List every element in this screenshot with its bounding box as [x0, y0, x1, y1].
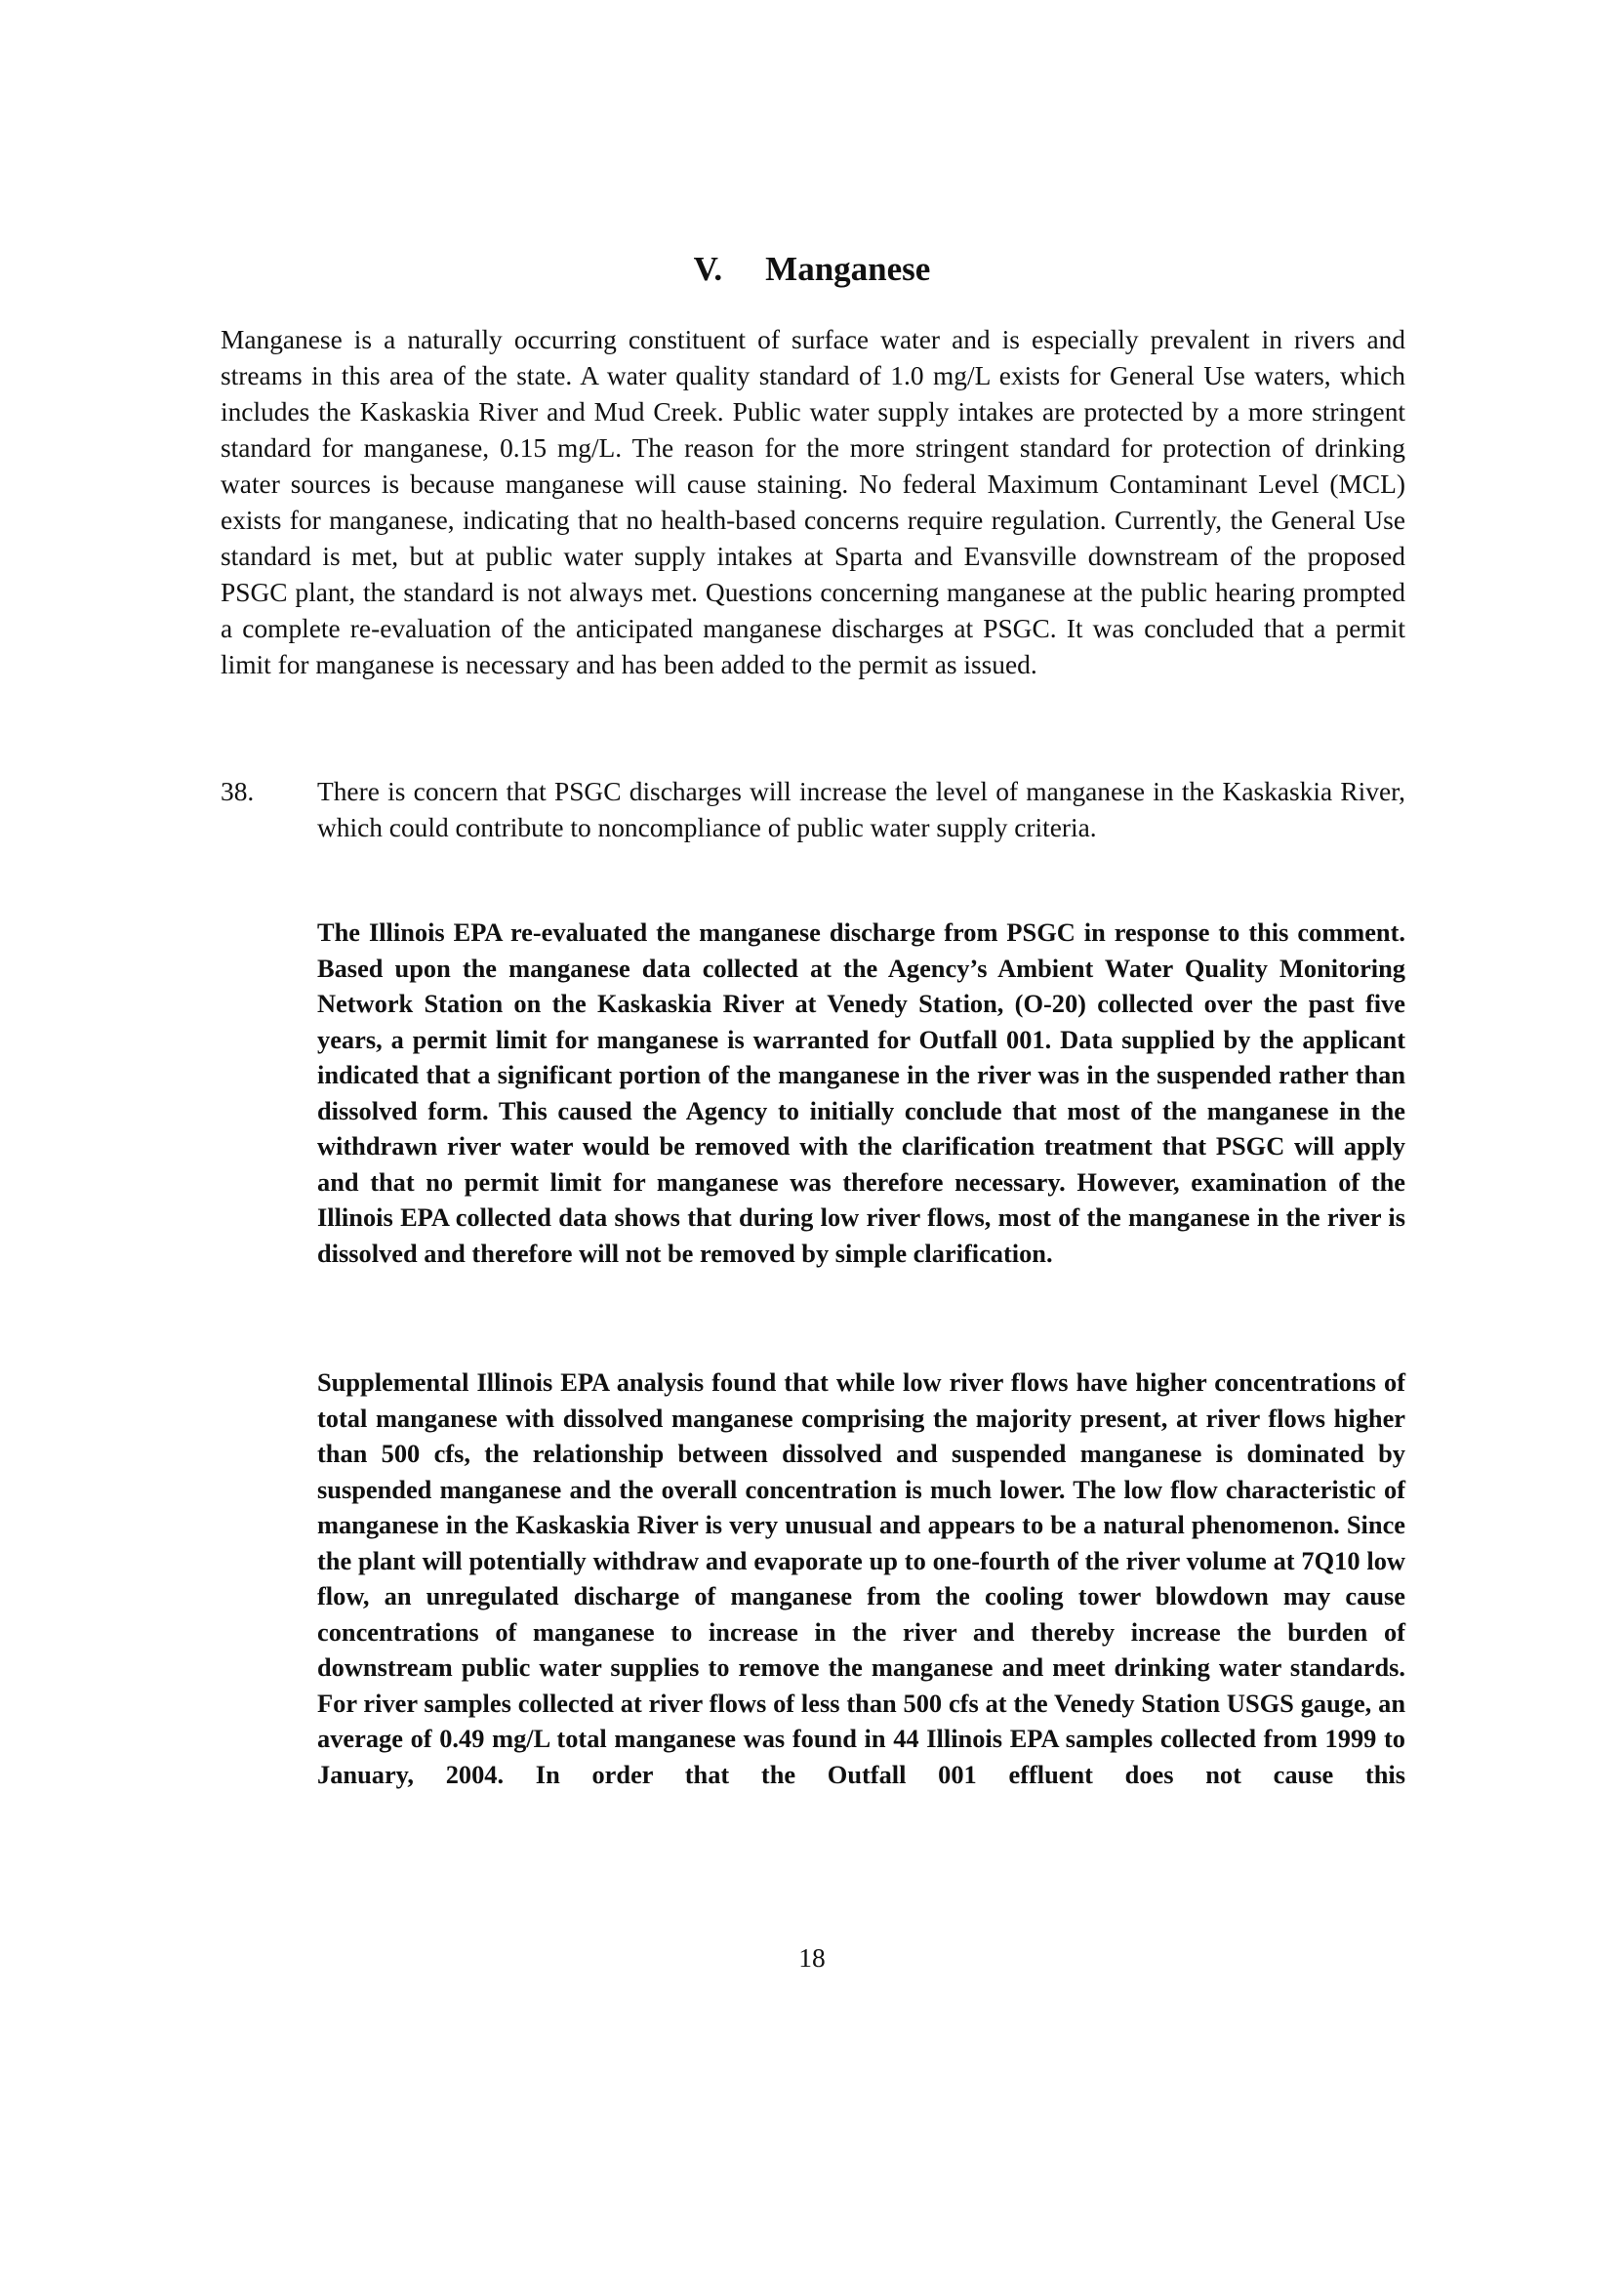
response-paragraph: Supplemental Illinois EPA analysis found that while low river flows have higher concentrations of total manganese with dissolved manganese comprising the majority present, at river flows higher than 500 cfs, the relationship between dissolved and suspended manganese is dominated by suspended manganese and the overall concentration is much lower. The low flow characteristic of manganese in the Kaskaskia River is very unusual and appears to be a natural phenomenon. Since the plant will potentially withdraw and evaporate up to one-fourth of the river volume at 7Q10 low flow, an unregulated discharge of manganese from the cooling tower blowdown may cause concentrations of manganese to increase in the river and thereby increase the burden of downstream public water supplies to remove the manganese and meet drinking water standards. For river samples collected at river flows of less than 500 cfs at the Venedy Station USGS gauge, an average of 0.49 mg/L total manganese was found in 44 Illinois EPA samples collected from 1999 to January, 2004. In order that the Outfall 001 effluent does not cause this [317, 1367, 1405, 1789]
section-title: Manganese [765, 250, 931, 288]
intro-paragraph: Manganese is a naturally occurring constituent of surface water and is especially prevalent in rivers and streams in this area of the state. A water quality standard of 1.0 mg/L exists for General Use waters, which includes the Kaskaskia River and Mud Creek. Public water supply intakes are protected by a more stringent standard for manganese, 0.15 mg/L. The reason for the more stringent standard for protection of drinking water sources is because manganese will cause staining. No federal Maximum Contaminant Level (MCL) exists for manganese, indicating that no health-based concerns require regulation. Currently, the General Use standard is met, but at public water supply intakes at Sparta and Evansville downstream of the proposed PSGC plant, the standard is not always met. Questions concerning manganese at the public hearing prompted a complete re-evaluation of the anticipated manganese discharges at PSGC. It was concluded that a permit limit for manganese is necessary and has been added to the permit as issued. [221, 325, 1405, 679]
response-paragraph: The Illinois EPA re-evaluated the manganese discharge from PSGC in response to this comment. Based upon the manganese data collected at the Agency’s Ambient Water Quality Monitoring Network Station on the Kaskaskia River at Venedy Station, (O-20) collected over the past five years, a permit limit for manganese is warranted for Outfall 001. Data supplied by the applicant indicated that a significant portion of the manganese in the river was in the suspended rather than dissolved form. This caused the Agency to initially conclude that most of the manganese in the withdrawn river water would be removed with the clarification treatment that PSGC will apply and that no permit limit for manganese was therefore necessary. However, examination of the Illinois EPA collected data shows that during low river flows, most of the manganese in the river is dissolved and therefore will not be removed by simple clarification. [317, 917, 1405, 1268]
page-number: 18 [798, 1943, 826, 1973]
section-number: V. [693, 250, 723, 288]
section-heading [0, 246, 1624, 293]
comment-number: 38. [221, 777, 255, 806]
comment-text: There is concern that PSGC discharges will increase the level of manganese in the Kaskaskia River, which could contribute to noncompliance of public water supply criteria. [317, 777, 1405, 842]
